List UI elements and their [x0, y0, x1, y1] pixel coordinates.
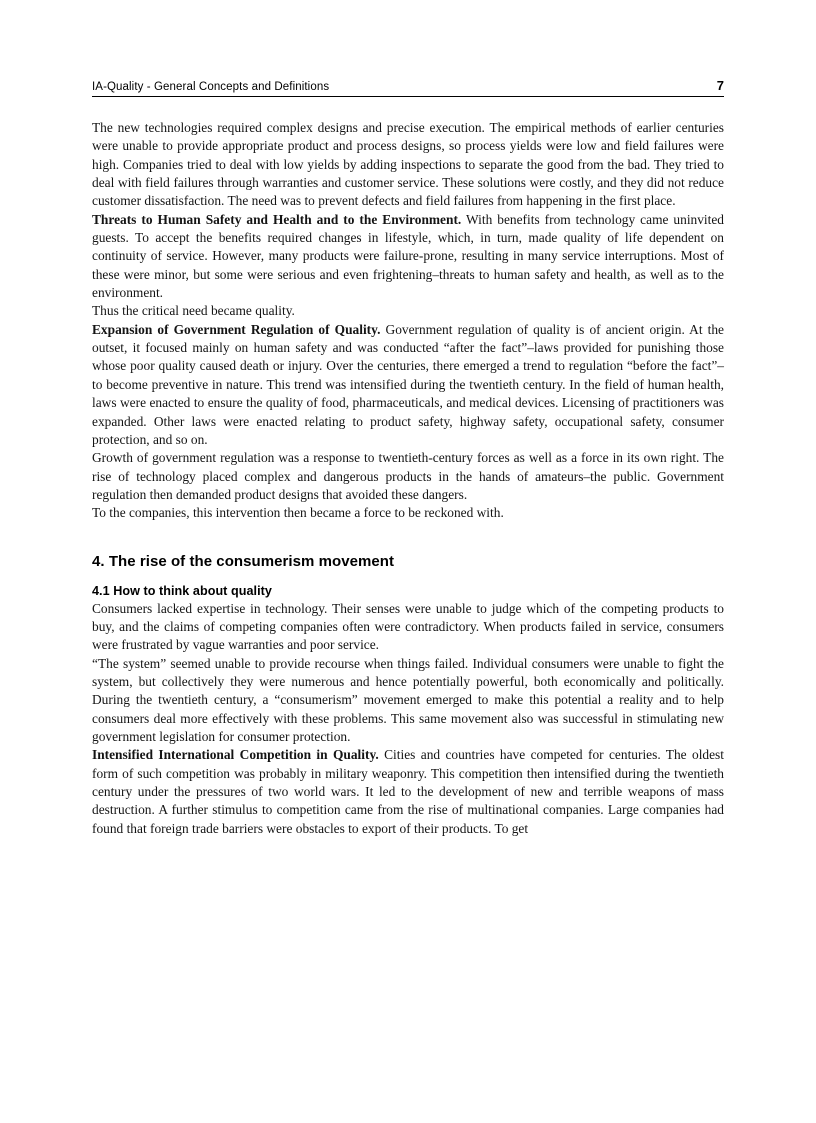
paragraph [92, 211, 724, 303]
paragraph [92, 302, 724, 320]
paragraph [92, 600, 724, 655]
subsection-heading: 4.1 How to think about quality [92, 583, 272, 598]
paragraph-text: “The system” seemed unable to provide recourse when things failed. Individual consumers were unable to fight the system, but collectively they were numerous and hence potentially powerful, both economically and politically. During the twentieth century, a “consumerism” movement emerged to make this potential a reality and to help consumers deal more effectively with these problems. This same movement also was successful in stimulating new government legislation for consumer protection. [92, 655, 724, 744]
paragraph-text: Government regulation of quality is of ancient origin. At the outset, it focused mainly on human safety and was conducted “after the fact”–laws provided for punishing those whose poor quality caused death or injury. Over the centuries, there emerged a trend to regulation “before the fact”–to become preventive in nature. This trend was intensified during the twentieth century. In the field of human health, laws were enacted to ensure the quality of food, pharmaceuticals, and medical devices. Licensing of practitioners was expanded. Other laws were enacted relating to product safety, highway safety, occupational safety, consumer protection, and so on. [92, 321, 724, 447]
paragraph-text: Growth of government regulation was a response to twentieth-century forces as well as a force in its own right. The rise of technology placed complex and dangerous products in the hands of amateurs–the public. Government regulation then demanded product designs that avoided these dangers. [92, 450, 724, 502]
section-heading: 4. The rise of the consumerism movement [92, 552, 395, 570]
running-header [92, 78, 724, 97]
paragraph [92, 321, 724, 449]
paragraph [92, 504, 724, 522]
paragraph-text: To the companies, this intervention then became a force to be reckoned with. [92, 505, 504, 521]
paragraph-lead-in: Intensified International Competition in Quality. [92, 747, 379, 763]
paragraph-text: With benefits from technology came uninvited guests. To accept the benefits required changes in lifestyle, which, in turn, made quality of life dependent on continuity of service. However, many products were failure-prone, resulting in many service interruptions. Most of these were minor, but some were serious and even frightening–threats to human safety and health, as well as to the environment. [92, 211, 725, 301]
paragraph-lead-in: Threats to Human Safety and Health and to the Environment. [92, 211, 462, 227]
paragraph [92, 449, 724, 504]
paragraph-lead-in: Expansion of Government Regulation of Quality. [92, 321, 381, 337]
body-text-top [92, 119, 724, 523]
page-content [92, 78, 724, 838]
paragraph [92, 119, 724, 211]
paragraph [92, 746, 724, 838]
paragraph-text: Consumers lacked expertise in technology. Their senses were unable to judge which of the competing products to buy, and the claims of competing companies often were contradictory. When products failed in service, consumers were frustrated by vague warranties and poor service. [92, 600, 724, 653]
paragraph-text: The new technologies required complex designs and precise execution. The empirical methods of earlier centuries were unable to provide appropriate product and process designs, so process yields were low and field failures were high. Companies tried to deal with low yields by adding inspections to separate the good from the bad. They tried to deal with field failures through warranties and customer service. These solutions were costly, and they did not reduce customer dissatisfaction. The need was to prevent defects and field failures from happening in the first place. [92, 120, 724, 209]
paragraph [92, 655, 724, 747]
body-text-bottom [92, 600, 724, 838]
running-header-title: IA-Quality - General Concepts and Definitions [92, 81, 330, 93]
paragraph-text: Thus the critical need became quality. [92, 303, 295, 319]
page-number: 7 [716, 78, 724, 93]
paragraph-text: Cities and countries have competed for centuries. The oldest form of such competition was probably in military weaponry. This competition then intensified during the twentieth century under the pressures of two world wars. It led to the development of new and terrible weapons of mass destruction. A further stimulus to competition came from the rise of multinational companies. Large companies had found that foreign trade barriers were obstacles to export of their products. To get [92, 747, 724, 836]
